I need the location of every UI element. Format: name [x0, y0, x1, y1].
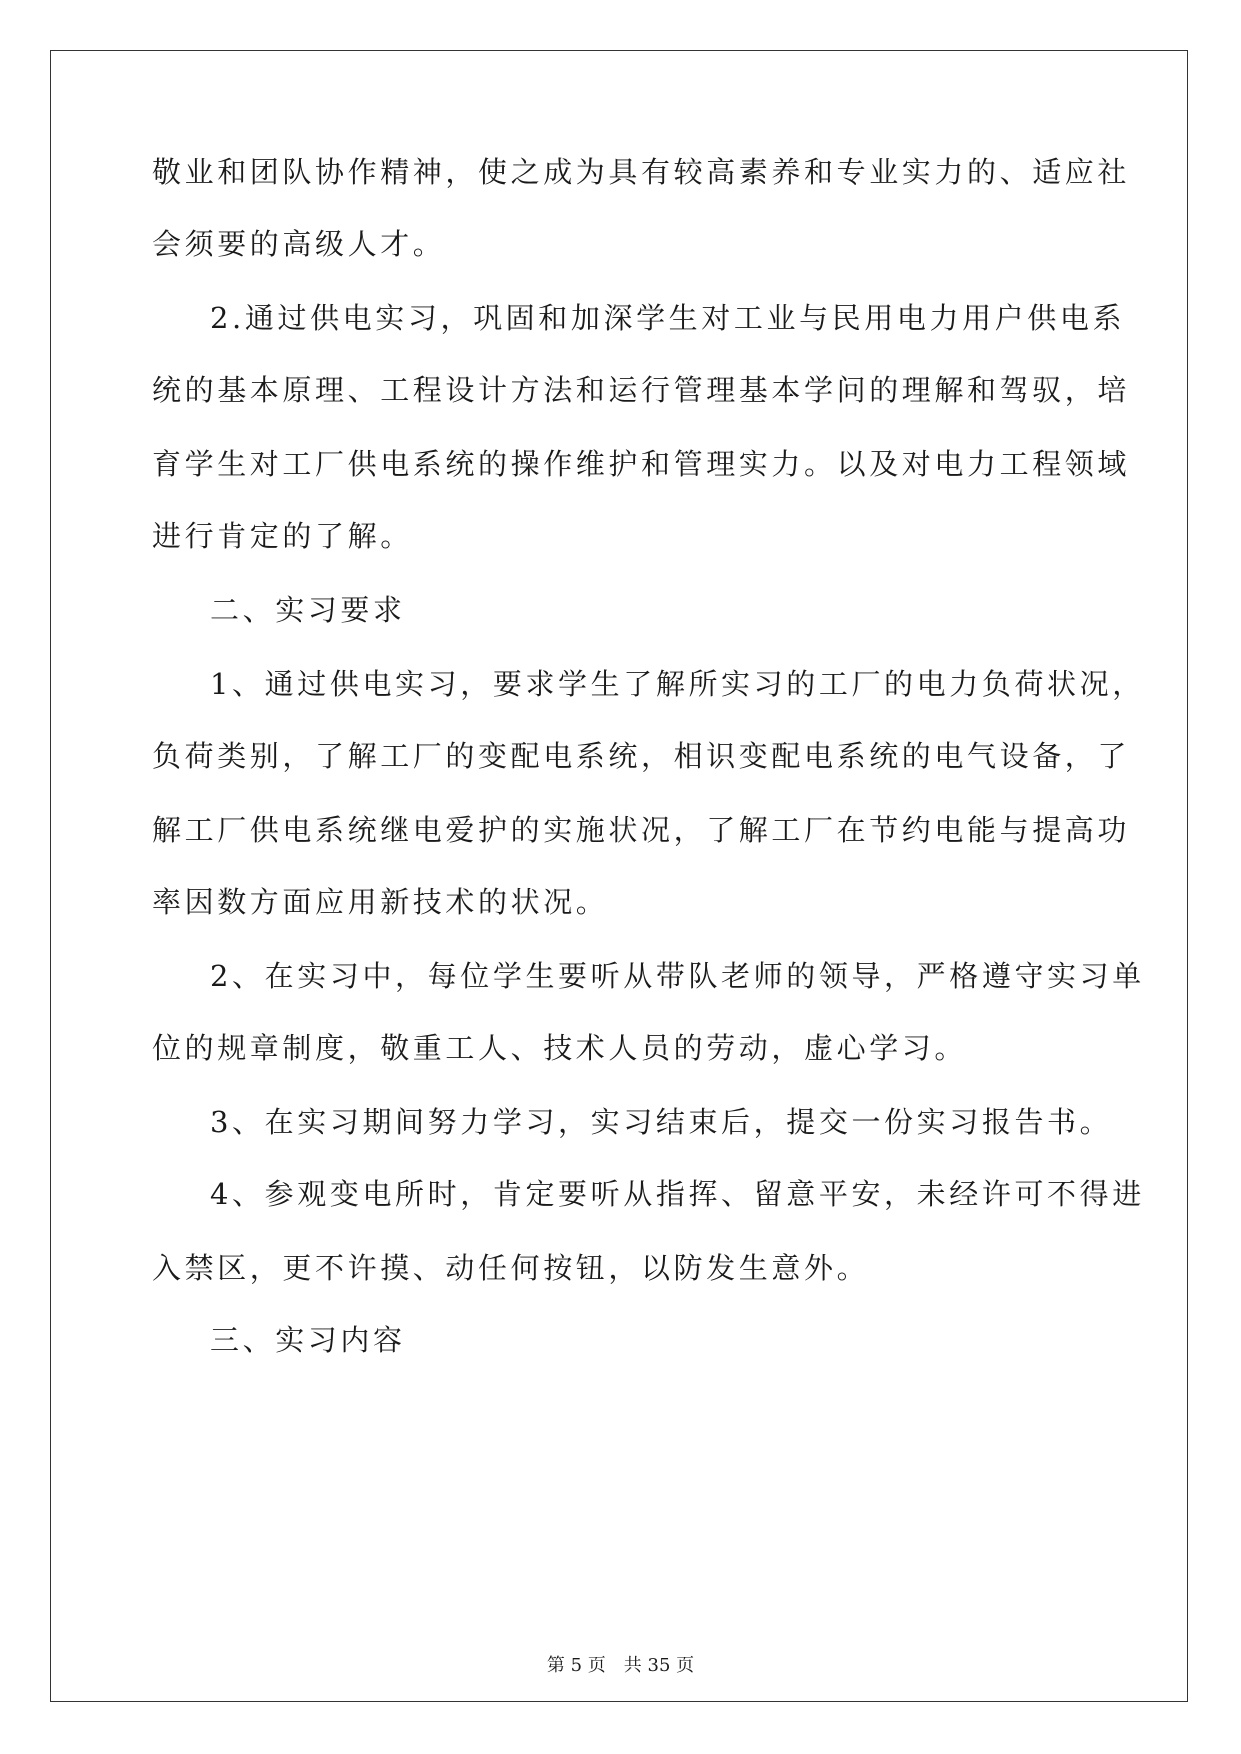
text-line: 负荷类别，了解工厂的变配电系统，相识变配电系统的电气设备，了 [152, 739, 1131, 773]
text-line: 1、通过供电实习，要求学生了解所实习的工厂的电力负荷状况， [210, 667, 1145, 701]
text-line: 位的规章制度，敬重工人、技术人员的劳动，虚心学习。 [152, 1031, 968, 1065]
text-line: 2、在实习中，每位学生要听从带队老师的领导，严格遵守实习单 [210, 959, 1145, 993]
page-number: 第 5 页 共 35 页 [546, 1655, 695, 1676]
text-line: 3、在实习期间努力学习，实习结束后，提交一份实习报告书。 [210, 1105, 1113, 1139]
section-heading: 三、实习内容 [210, 1323, 406, 1357]
text-line: 敬业和团队协作精神，使之成为具有较高素养和专业实力的、适应社 [152, 155, 1131, 189]
text-line: 会须要的高级人才。 [152, 227, 446, 261]
text-line: 育学生对工厂供电系统的操作维护和管理实力。以及对电力工程领域 [152, 447, 1131, 481]
text-line: 统的基本原理、工程设计方法和运行管理基本学问的理解和驾驭，培 [152, 373, 1131, 407]
text-line: 进行肯定的了解。 [152, 519, 413, 553]
text-line: 2.通过供电实习，巩固和加深学生对工业与民用电力用户供电系 [210, 301, 1126, 335]
text-line: 入禁区，更不许摸、动任何按钮，以防发生意外。 [152, 1251, 870, 1285]
text-line: 4、参观变电所时，肯定要听从指挥、留意平安，未经许可不得进 [210, 1177, 1145, 1211]
text-line: 率因数方面应用新技术的状况。 [152, 885, 609, 919]
section-heading: 二、实习要求 [210, 593, 406, 627]
text-line: 解工厂供电系统继电爱护的实施状况，了解工厂在节约电能与提高功 [152, 813, 1131, 847]
